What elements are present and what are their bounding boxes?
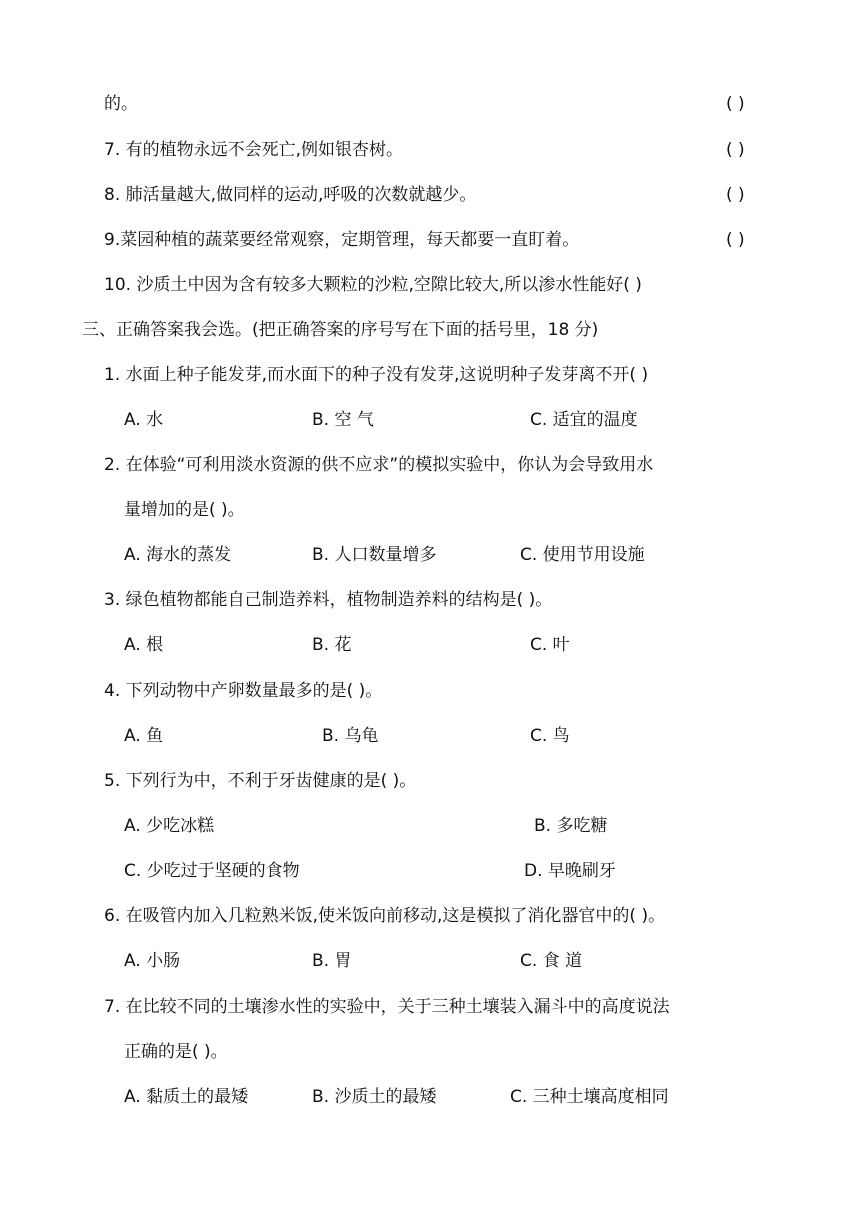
option-b: B. 乌龟 <box>322 726 379 746</box>
choice-question-7-line2: 正确的是( )。 <box>124 1042 228 1062</box>
option-b: B. 人口数量增多 <box>312 545 437 565</box>
choice-question-7: 7. 在比较不同的土壤渗水性的实验中，关于三种土壤装入漏斗中的高度说法 <box>104 997 670 1017</box>
option-c: C. 鸟 <box>530 726 570 746</box>
option-c: C. 食 道 <box>520 951 583 971</box>
section-heading: 三、正确答案我会选。(把正确答案的序号写在下面的括号里，18 分) <box>82 320 599 340</box>
option-a: A. 黏质土的最矮 <box>124 1087 249 1107</box>
option-a: A. 小肠 <box>124 951 181 971</box>
judge-question-10: 10. 沙质土中因为含有较多大颗粒的沙粒,空隙比较大,所以渗水性能好( ) <box>104 275 642 295</box>
judge-question-8: 8. 肺活量越大,做同样的运动,呼吸的次数就越少。 <box>104 185 477 205</box>
choice-question-1: 1. 水面上种子能发芽,而水面下的种子没有发芽,这说明种子发芽离不开( ) <box>104 365 649 385</box>
option-d: D. 早晚刷牙 <box>524 861 616 881</box>
answer-parentheses: ( ) <box>726 185 745 205</box>
choice-question-5: 5. 下列行为中，不利于牙齿健康的是( )。 <box>104 771 417 791</box>
choice-question-2: 2. 在体验“可利用淡水资源的供不应求”的模拟实验中，你认为会导致用水 <box>104 455 654 475</box>
judge-question-9: 9.菜园种植的蔬菜要经常观察，定期管理，每天都要一直盯着。 <box>104 230 580 250</box>
judge-question-7: 7. 有的植物永远不会死亡,例如银杏树。 <box>104 140 404 160</box>
choice-question-6: 6. 在吸管内加入几粒熟米饭,使米饭向前移动,这是模拟了消化器官中的( )。 <box>104 906 666 926</box>
option-a: A. 海水的蒸发 <box>124 545 232 565</box>
option-c: C. 三种土壤高度相同 <box>510 1087 669 1107</box>
option-b: B. 胃 <box>312 951 352 971</box>
option-a: A. 根 <box>124 635 164 655</box>
option-b: B. 沙质土的最矮 <box>312 1087 437 1107</box>
option-a: A. 少吃冰糕 <box>124 816 215 836</box>
option-a: A. 水 <box>124 410 164 430</box>
option-c: C. 少吃过于坚硬的食物 <box>124 861 300 881</box>
option-c: C. 使用节用设施 <box>520 545 645 565</box>
answer-parentheses: ( ) <box>726 94 745 114</box>
choice-question-2-line2: 量增加的是( )。 <box>124 500 245 520</box>
choice-question-4: 4. 下列动物中产卵数量最多的是( )。 <box>104 681 383 701</box>
option-c: C. 叶 <box>530 635 570 655</box>
choice-question-3: 3. 绿色植物都能自己制造养料，植物制造养料的结构是( )。 <box>104 590 553 610</box>
option-c: C. 适宜的温度 <box>530 410 638 430</box>
option-a: A. 鱼 <box>124 726 164 746</box>
option-b: B. 空 气 <box>312 410 374 430</box>
option-b: B. 多吃糖 <box>534 816 608 836</box>
option-b: B. 花 <box>312 635 352 655</box>
answer-parentheses: ( ) <box>726 140 745 160</box>
answer-parentheses: ( ) <box>726 230 745 250</box>
question-continuation: 的。 <box>104 94 138 114</box>
